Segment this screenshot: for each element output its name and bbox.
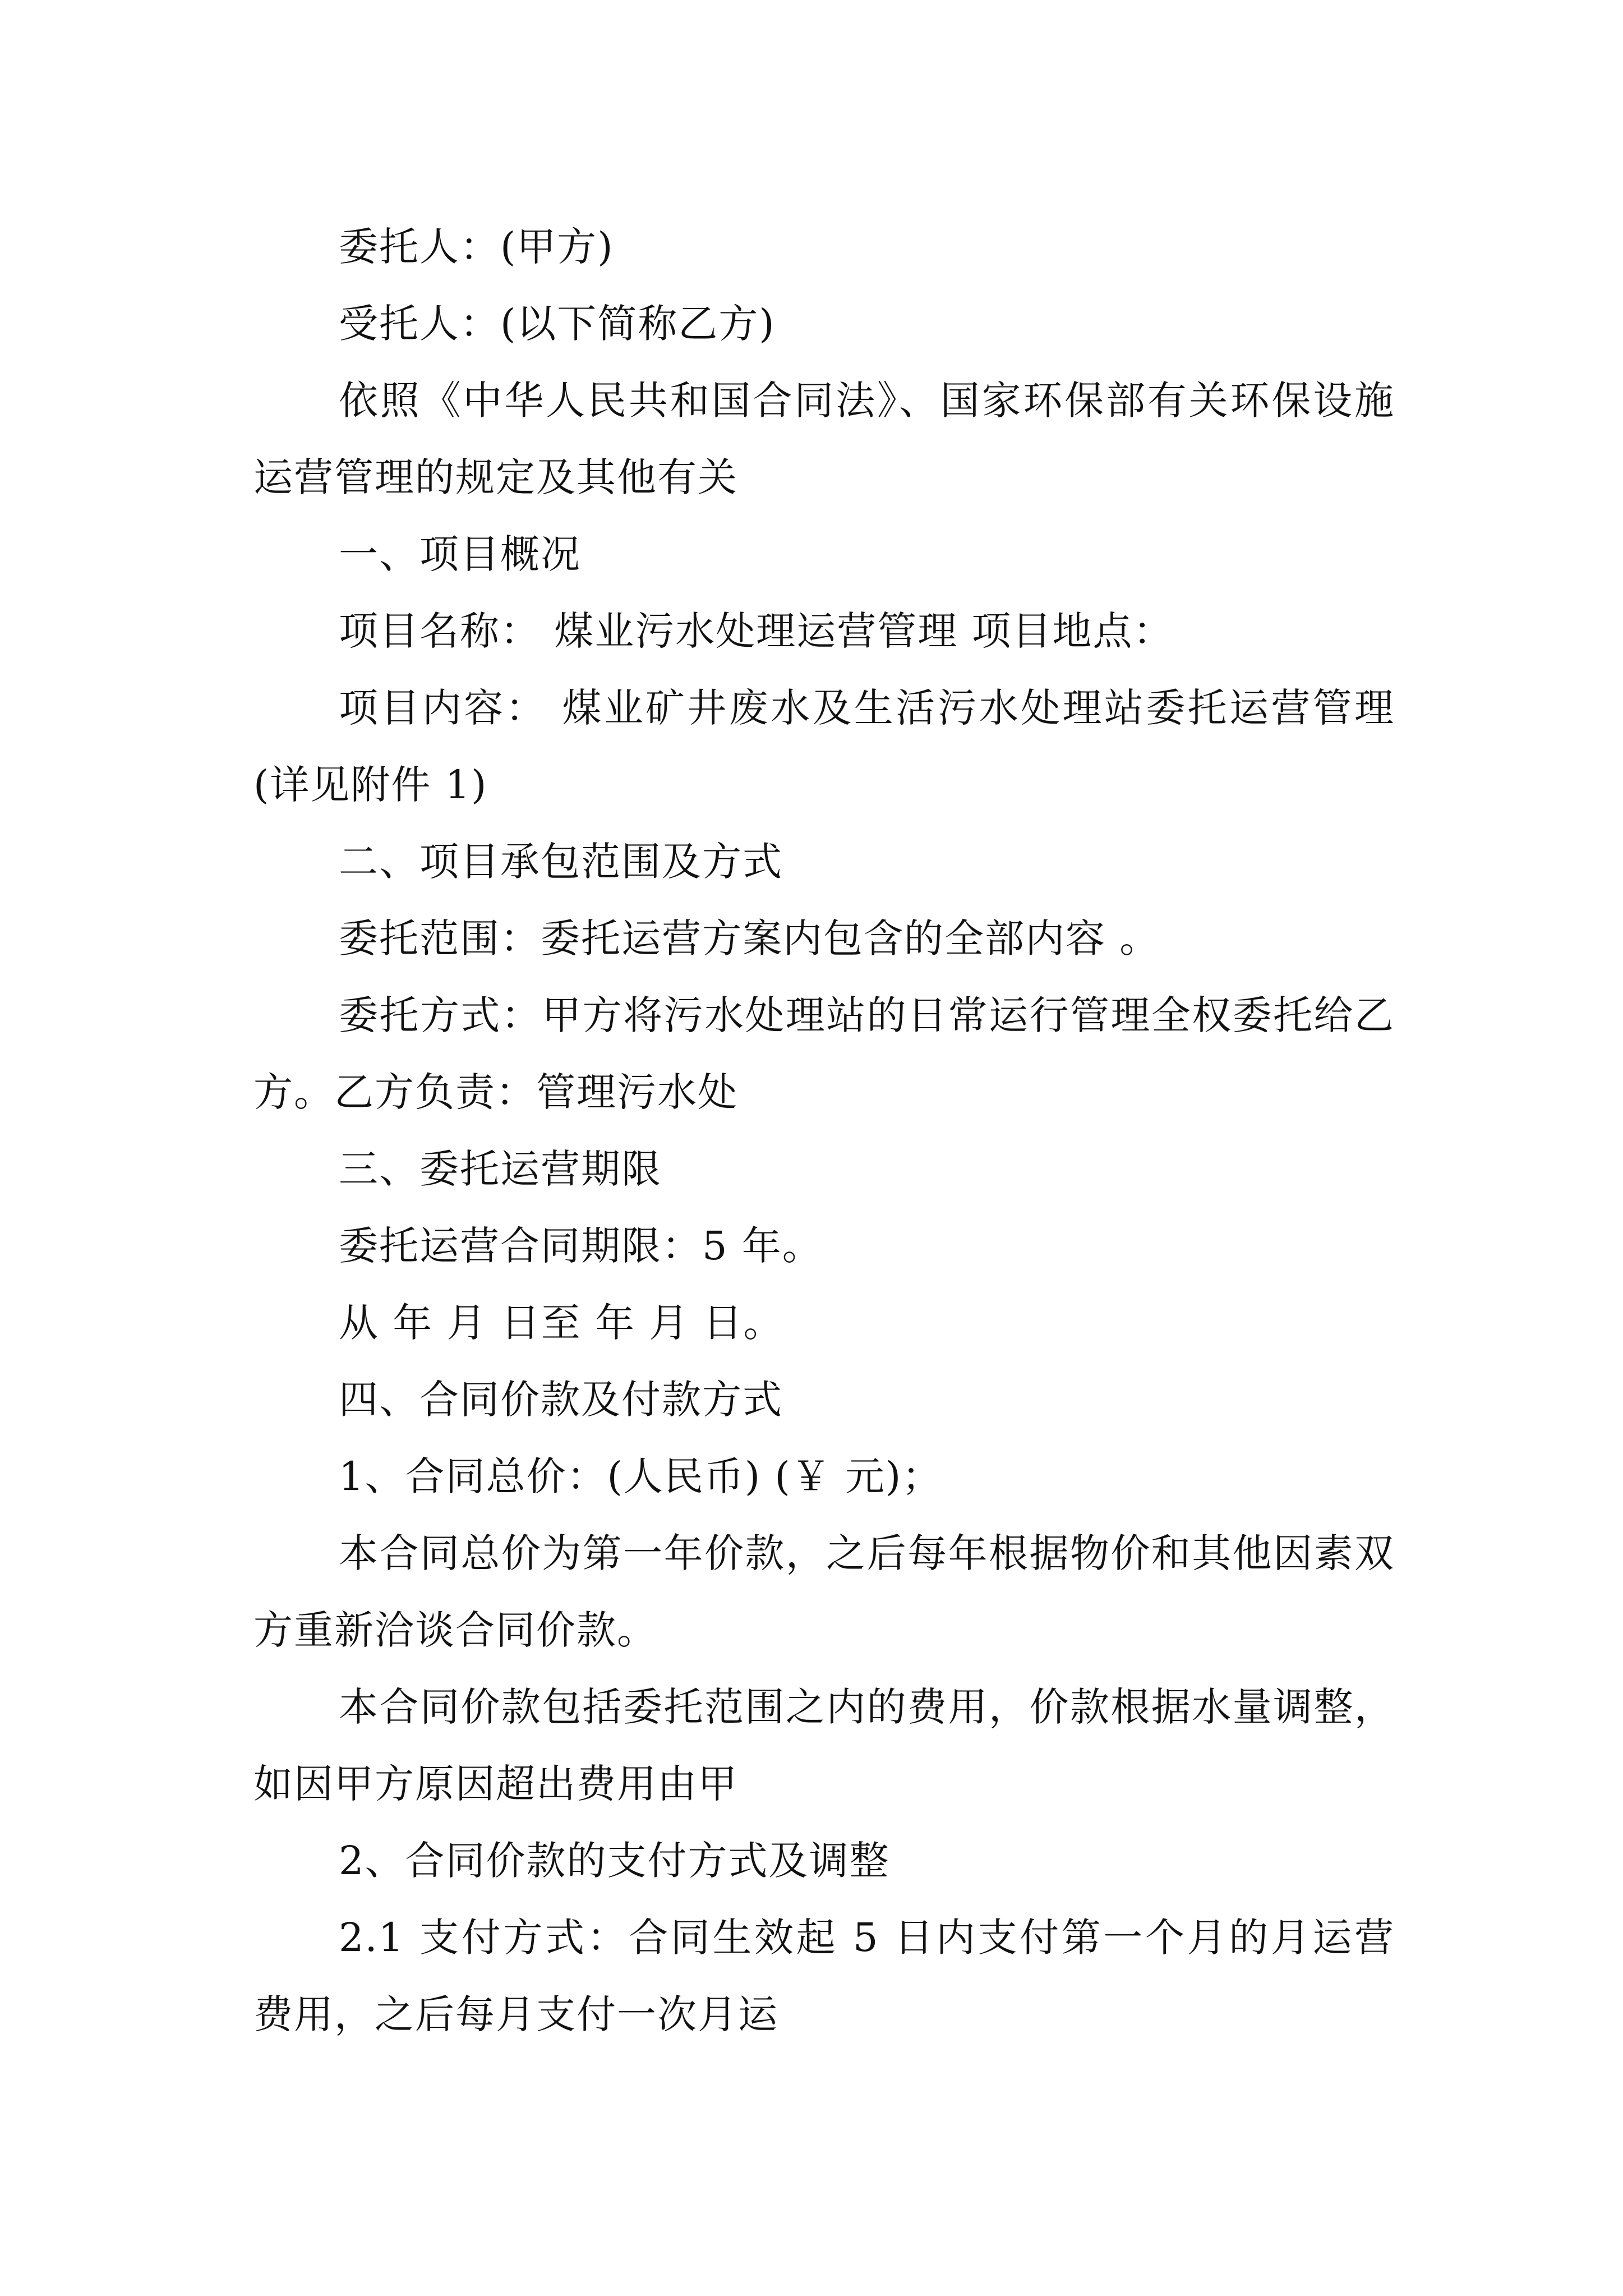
paragraph-price-note: 本合同总价为第一年价款，之后每年根据物价和其他因素双方重新洽谈合同价款。	[253, 1530, 1395, 1653]
paragraph-entrustment-method: 委托方式：甲方将污水处理站的日常运行管理全权委托给乙方。乙方负责：管理污水处	[253, 992, 1395, 1115]
paragraph-project-name: 项目名称： 煤业污水处理运营管理 项目地点：	[339, 608, 1174, 654]
paragraph-entrusted-scope: 委托范围：委托运营方案内包含的全部内容 。	[339, 915, 1160, 961]
section-heading-term: 三、委托运营期限	[339, 1146, 662, 1192]
paragraph-total-price: 1、合同总价：(人民币) (￥ 元)；	[339, 1453, 943, 1499]
paragraph-client: 委托人：(甲方)	[339, 224, 614, 270]
paragraph-project-content: 项目内容： 煤业矿井废水及生活污水处理站委托运营管理(详见附件 1)	[253, 685, 1395, 808]
paragraph-contractor: 受托人：(以下简称乙方)	[339, 301, 776, 347]
paragraph-price-scope: 本合同价款包括委托范围之内的费用，价款根据水量调整，如因甲方原因超出费用由甲	[253, 1684, 1395, 1807]
paragraph-payment-method: 2.1 支付方式：合同生效起 5 日内支付第一个月的月运营费用，之后每月支付一次月运	[253, 1915, 1395, 2037]
paragraph-legal-basis: 依照《中华人民共和国合同法》、国家环保部有关环保设施运营管理的规定及其他有关	[253, 378, 1395, 500]
section-heading-scope: 二、项目承包范围及方式	[339, 839, 783, 885]
section-heading-price-payment: 四、合同价款及付款方式	[339, 1377, 783, 1423]
paragraph-contract-term: 委托运营合同期限：5 年。	[339, 1223, 823, 1269]
document-body	[253, 209, 1395, 2053]
paragraph-date-range: 从 年 月 日至 年 月 日。	[339, 1300, 784, 1346]
paragraph-payment-heading: 2、合同价款的支付方式及调整	[339, 1838, 890, 1884]
section-heading-project-overview: 一、项目概况	[339, 531, 581, 577]
